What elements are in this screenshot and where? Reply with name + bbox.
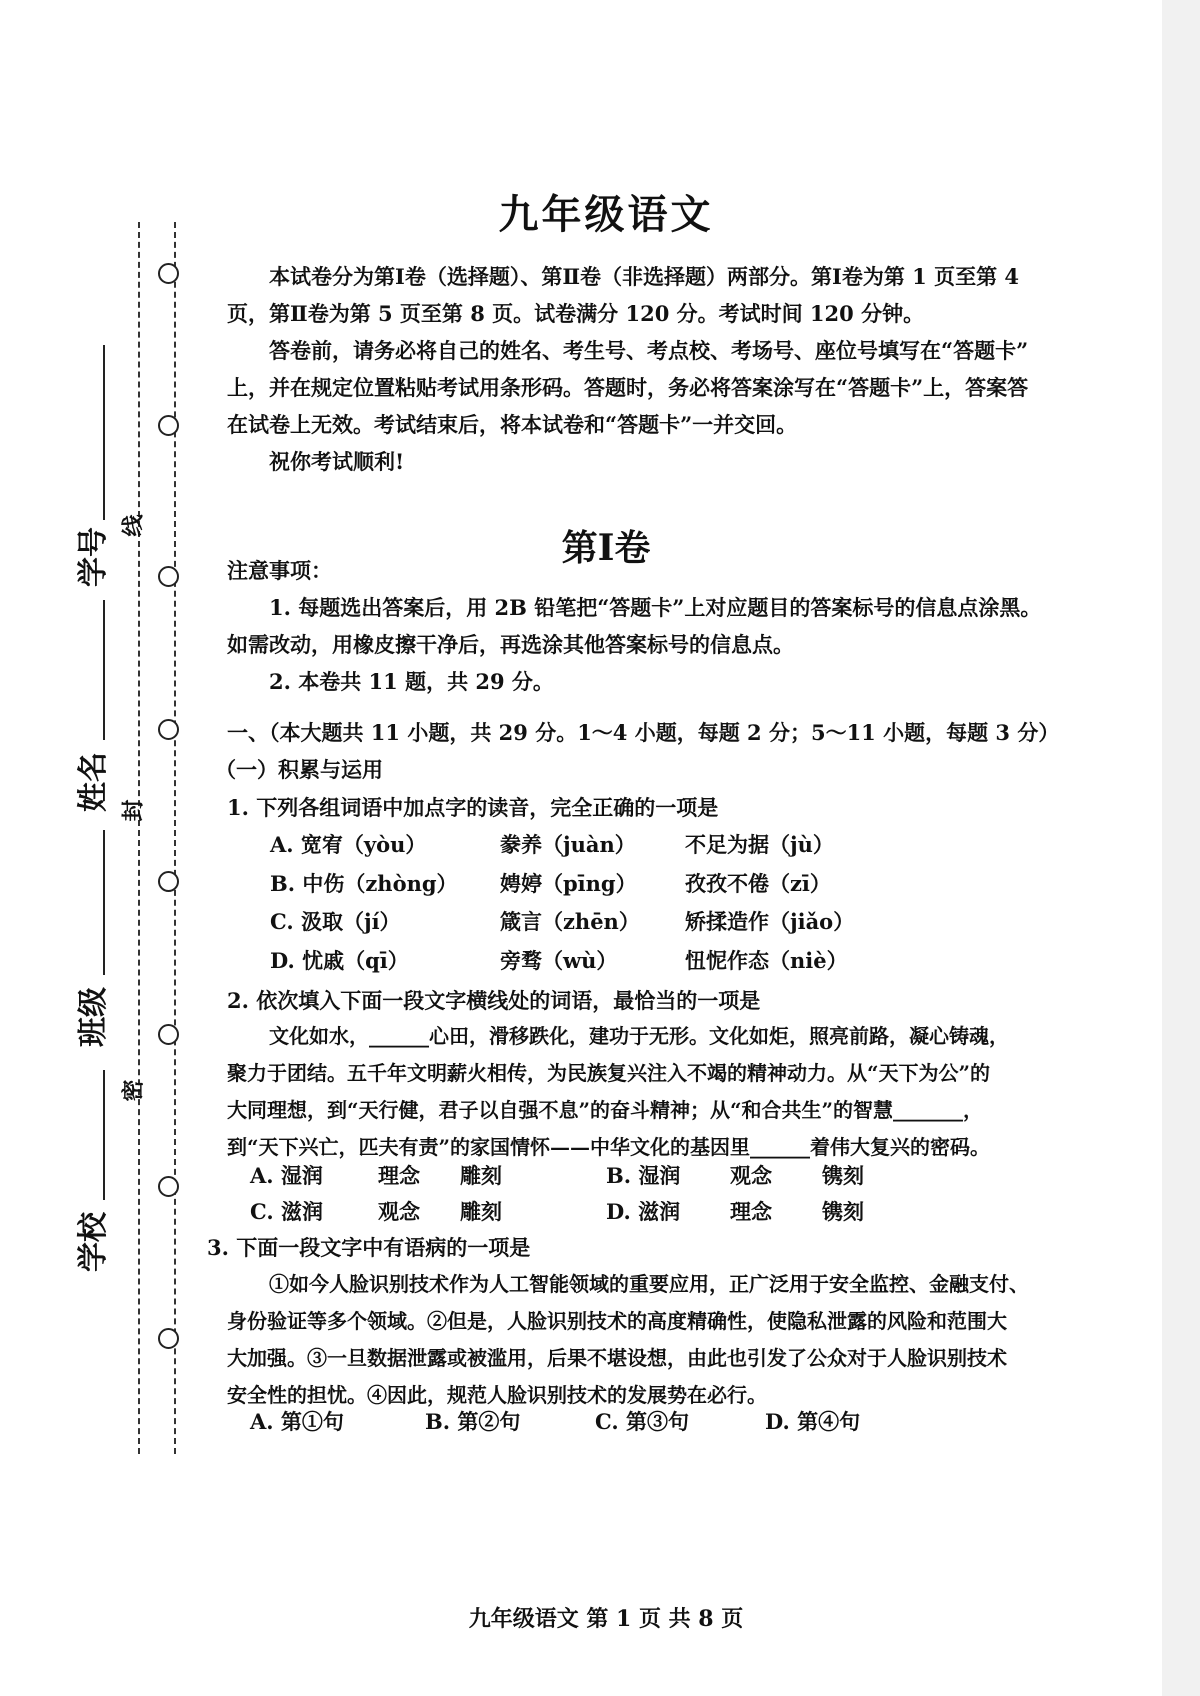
option-b[interactable]: B. 第②句 bbox=[425, 1409, 521, 1434]
notes-heading-text: 注意事项： bbox=[227, 558, 332, 583]
option-b-word-2: 观念 bbox=[730, 1163, 772, 1188]
binding-hole-4 bbox=[158, 719, 179, 740]
passage-line: 到“天下兴亡，匹夫有责”的家国情怀——中华文化的基因里______着伟大复兴的密码。 bbox=[227, 1135, 991, 1159]
good-luck-text: 祝你考试顺利! bbox=[269, 449, 405, 474]
binding-hole-6 bbox=[158, 1024, 179, 1045]
passage-line: 身份验证等多个领域。②但是，人脸识别技术的高度精确性，使隐私泄露的风险和范围大 bbox=[227, 1309, 1007, 1333]
question-2-passage bbox=[227, 1018, 1090, 1166]
option-a-item-2: 豢养（juàn） bbox=[500, 832, 636, 857]
note-2 bbox=[227, 663, 1090, 700]
binding-hole-7 bbox=[158, 1176, 179, 1197]
note-line: 1. 每题选出答案后，用 2B 铅笔把“答题卡”上对应题目的答案标号的信息点涂黑。 bbox=[269, 595, 1042, 620]
option-d-item-3: 忸怩作态（niè） bbox=[685, 948, 848, 973]
note-line: 如需改动，用橡皮擦干净后，再选涂其他答案标号的信息点。 bbox=[227, 632, 794, 657]
page-footer: 九年级语文 第 1 页 共 8 页 bbox=[468, 1606, 744, 1632]
option-a-word-2: 理念 bbox=[378, 1163, 420, 1188]
school-label: 学校 bbox=[76, 1212, 111, 1272]
student-id-label: 学号 bbox=[76, 527, 111, 587]
passage-line: 大同理想，到“天行健，君子以自强不息”的奋斗精神；从“和合共生”的智慧_______， bbox=[227, 1098, 984, 1122]
exam-title: 九年级语文 bbox=[498, 191, 714, 238]
seal-char-mi: 密 bbox=[120, 1079, 147, 1102]
seal-char-feng: 封 bbox=[120, 799, 147, 822]
option-c-item-1[interactable]: C. 汲取（jí） bbox=[270, 909, 401, 934]
school-line[interactable] bbox=[103, 1070, 105, 1200]
section-heading bbox=[227, 714, 1090, 751]
option-c-word-2: 观念 bbox=[378, 1199, 420, 1224]
intro-line: 本试卷分为第Ⅰ卷（选择题）、第Ⅱ卷（非选择题）两部分。第Ⅰ卷为第 1 页至第 4 bbox=[269, 264, 1019, 289]
option-c-item-3: 矫揉造作（jiǎo） bbox=[685, 909, 855, 934]
question-3-passage bbox=[227, 1266, 1090, 1414]
volume-title: 第Ⅰ卷 bbox=[561, 527, 651, 569]
binding-hole-1 bbox=[158, 263, 179, 284]
question-stem-text: 3. 下面一段文字中有语病的一项是 bbox=[207, 1235, 531, 1260]
binding-dashed-line-right bbox=[174, 222, 176, 1454]
page-edge-shadow bbox=[1162, 0, 1200, 1696]
option-b-item-2: 娉婷（pīng） bbox=[500, 871, 637, 896]
option-a[interactable]: A. 第①句 bbox=[250, 1409, 344, 1434]
question-stem-text: 1. 下列各组词语中加点字的读音，完全正确的一项是 bbox=[227, 795, 719, 820]
class-line[interactable] bbox=[103, 830, 105, 975]
question-3-stem bbox=[207, 1229, 1090, 1266]
section-heading-text: 一、（本大题共 11 小题，共 29 分。1～4 小题，每题 2 分；5～11 小题，每题 3 分） bbox=[227, 720, 1060, 745]
option-b-item-1[interactable]: B. 中伤（zhòng） bbox=[270, 871, 458, 896]
name-line[interactable] bbox=[103, 600, 105, 740]
intro-paragraph-3 bbox=[227, 443, 1090, 480]
option-b-item-3: 孜孜不倦（zī） bbox=[685, 871, 831, 896]
option-a-item-1[interactable]: A. 宽宥（yòu） bbox=[270, 832, 427, 857]
option-c[interactable]: C. 第③句 bbox=[595, 1409, 689, 1434]
passage-line: 安全性的担忧。④因此，规范人脸识别技术的发展势在必行。 bbox=[227, 1383, 767, 1407]
binding-hole-8 bbox=[158, 1328, 179, 1349]
passage-line: 文化如水，______心田，滑移跌化，建功于无形。文化如炬，照亮前路，凝心铸魂， bbox=[269, 1024, 1009, 1048]
option-c-item-2: 箴言（zhēn） bbox=[500, 909, 640, 934]
passage-line: ①如今人脸识别技术作为人工智能领域的重要应用，正广泛用于安全监控、金融支付、 bbox=[269, 1272, 1029, 1296]
intro-line: 在试卷上无效。考试结束后，将本试卷和“答题卡”一并交回。 bbox=[227, 412, 798, 437]
option-c-word-3: 雕刻 bbox=[460, 1199, 502, 1224]
option-d-word-2: 理念 bbox=[730, 1199, 772, 1224]
option-a-item-3: 不足为据（jù） bbox=[685, 832, 834, 857]
binding-hole-5 bbox=[158, 871, 179, 892]
intro-paragraph-2 bbox=[227, 332, 1090, 443]
option-b-word-1[interactable]: B. 湿润 bbox=[606, 1163, 681, 1188]
question-1-stem bbox=[227, 789, 1090, 826]
subsection-heading bbox=[215, 751, 1090, 788]
passage-line: 大加强。③一旦数据泄露或被滥用，后果不堪设想，由此也引发了公众对于人脸识别技术 bbox=[227, 1346, 1007, 1370]
option-d-word-3: 镌刻 bbox=[822, 1199, 864, 1224]
option-d-item-1[interactable]: D. 忧戚（qī） bbox=[270, 948, 409, 973]
option-c-word-1[interactable]: C. 滋润 bbox=[250, 1199, 323, 1224]
option-d-item-2: 旁骛（wù） bbox=[500, 948, 618, 973]
name-label: 姓名 bbox=[76, 752, 111, 812]
intro-line: 答卷前，请务必将自己的姓名、考生号、考点校、考场号、座位号填写在“答题卡” bbox=[269, 338, 1029, 363]
passage-line: 聚力于团结。五千年文明薪火相传，为民族复兴注入不竭的精神动力。从“天下为公”的 bbox=[227, 1061, 991, 1085]
subsection-heading-text: （一）积累与运用 bbox=[215, 757, 383, 782]
question-stem-text: 2. 依次填入下面一段文字横线处的词语，最恰当的一项是 bbox=[227, 988, 761, 1013]
note-1 bbox=[227, 589, 1090, 663]
intro-line: 页，第Ⅱ卷为第 5 页至第 8 页。试卷满分 120 分。考试时间 120 分钟。 bbox=[227, 301, 925, 326]
intro-line: 上，并在规定位置粘贴考试用条形码。答题时，务必将答案涂写在“答题卡”上，答案答 bbox=[227, 375, 1029, 400]
binding-hole-2 bbox=[158, 415, 179, 436]
option-b-word-3: 镌刻 bbox=[822, 1163, 864, 1188]
option-d-word-1[interactable]: D. 滋润 bbox=[606, 1199, 681, 1224]
notes-heading bbox=[227, 552, 1090, 589]
seal-char-xian: 线 bbox=[120, 514, 147, 537]
option-d[interactable]: D. 第④句 bbox=[765, 1409, 861, 1434]
note-line: 2. 本卷共 11 题，共 29 分。 bbox=[269, 669, 554, 694]
intro-paragraph-1 bbox=[227, 258, 1090, 332]
student-id-line[interactable] bbox=[103, 345, 105, 520]
class-label: 班级 bbox=[76, 987, 111, 1047]
option-a-word-1[interactable]: A. 湿润 bbox=[250, 1163, 323, 1188]
question-2-stem bbox=[227, 982, 1090, 1019]
binding-dashed-line-left bbox=[138, 222, 140, 1454]
option-a-word-3: 雕刻 bbox=[460, 1163, 502, 1188]
